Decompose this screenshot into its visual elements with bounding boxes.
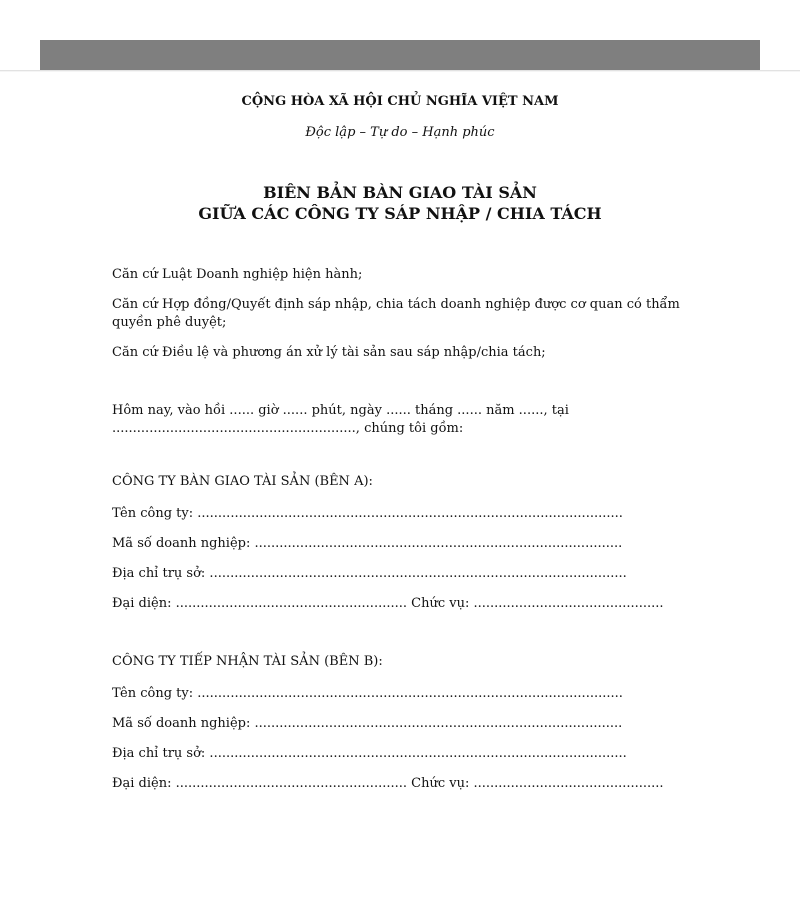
basis-item-2: Căn cứ Hợp đồng/Quyết định sáp nhập, chia tách doanh nghiệp được cơ quan có thẩm quyền phê duyệt; <box>112 297 680 330</box>
party-a-representative: Đại diện: ........................................................ Chức vụ: .............................................. <box>112 596 664 611</box>
party-b-address: Địa chỉ trụ sở: ..................................................................................................... <box>112 746 627 761</box>
document-title <box>0 182 800 224</box>
party-a-heading: CÔNG TY BÀN GIAO TÀI SẢN (BÊN A): <box>112 474 373 489</box>
document-title-line1: BIÊN BẢN BÀN GIAO TÀI SẢN <box>263 183 537 202</box>
basis-item-3: Căn cứ Điều lệ và phương án xử lý tài sản sau sáp nhập/chia tách; <box>112 345 546 360</box>
party-b-representative: Đại diện: ........................................................ Chức vụ: .............................................. <box>112 776 664 791</box>
motto: Độc lập – Tự do – Hạnh phúc <box>305 125 495 140</box>
party-b-tax-code: Mã số doanh nghiệp: ......................................................................................... <box>112 716 623 731</box>
basis-item-1: Căn cứ Luật Doanh nghiệp hiện hành; <box>112 267 363 282</box>
party-b-company-name: Tên công ty: ....................................................................................................... <box>112 686 623 701</box>
party-b-heading: CÔNG TY TIẾP NHẬN TÀI SẢN (BÊN B): <box>112 654 383 669</box>
party-a-company-name: Tên công ty: ....................................................................................................... <box>112 506 623 521</box>
national-header: CỘNG HÒA XÃ HỘI CHỦ NGHĨA VIỆT NAM <box>241 94 559 109</box>
party-a-tax-code: Mã số doanh nghiệp: ......................................................................................... <box>112 536 623 551</box>
document-viewer-toolbar <box>40 40 760 70</box>
meeting-time-place: Hôm nay, vào hồi ...... giờ ...... phút, ngày ...... tháng ...... năm ......, tại ..........................................................., chúng tôi gồm: <box>112 403 569 436</box>
party-a-address: Địa chỉ trụ sở: ..................................................................................................... <box>112 566 627 581</box>
document-title-line2: GIỮA CÁC CÔNG TY SÁP NHẬP / CHIA TÁCH <box>198 204 602 223</box>
